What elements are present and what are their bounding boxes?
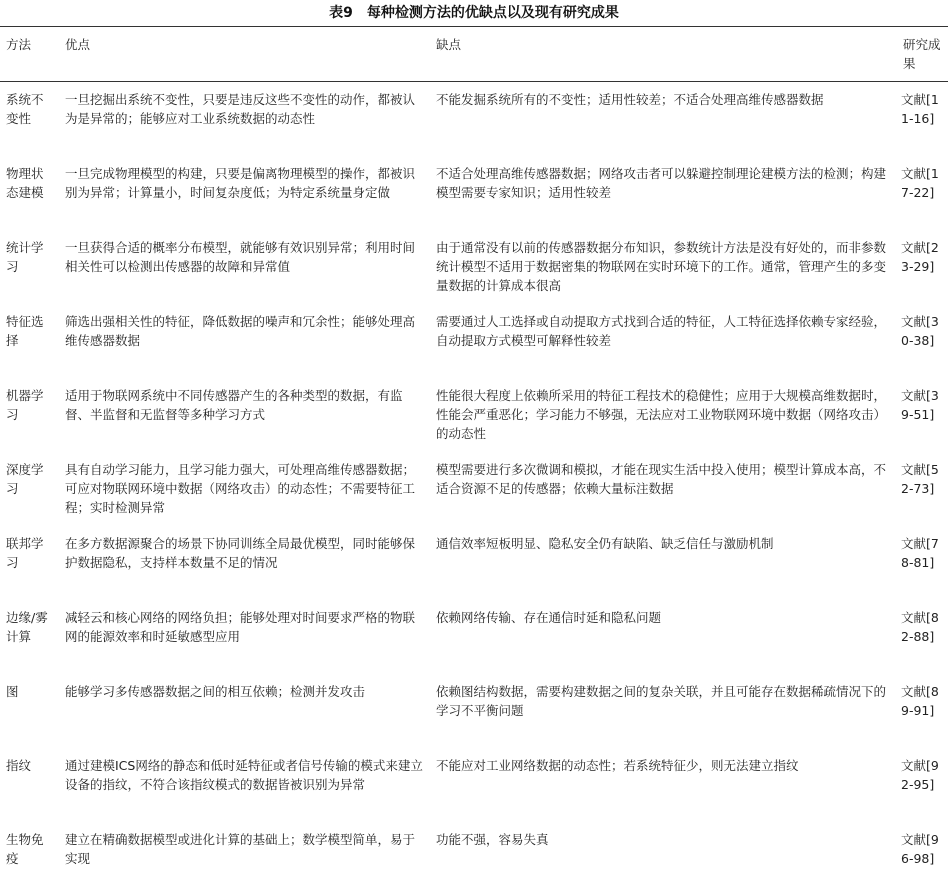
pros-cell: 建立在精确数据模型或进化计算的基础上；数学模型简单，易于实现 [65, 831, 416, 866]
table-row [0, 378, 948, 452]
pros-cell: 能够学习多传感器数据之间的相互依赖；检测并发攻击 [65, 683, 366, 699]
cons-cell: 依赖网络传输、存在通信时延和隐私问题 [436, 609, 662, 625]
ref-cell: 文献[78-81] [901, 535, 939, 570]
comparison-table [0, 26, 948, 896]
header-cons: 缺点 [430, 27, 897, 82]
method-cell: 物理状态建模 [6, 165, 44, 200]
ref-cell: 文献[39-51] [901, 387, 939, 422]
table-row [0, 304, 948, 378]
table-row [0, 156, 948, 230]
ref-cell: 文献[17-22] [901, 165, 939, 200]
header-pros: 优点 [59, 27, 430, 82]
method-cell: 图 [6, 683, 19, 699]
ref-cell: 文献[30-38] [901, 313, 939, 348]
ref-cell: 文献[89-91] [901, 683, 939, 718]
header-method: 方法 [0, 27, 59, 82]
method-cell: 统计学习 [6, 239, 44, 274]
table-caption: 表9 每种检测方法的优缺点以及现有研究成果 [329, 5, 619, 21]
method-cell: 指纹 [6, 757, 32, 773]
table-row [0, 822, 948, 896]
ref-cell: 文献[92-95] [901, 757, 939, 792]
cons-cell: 不能应对工业网络数据的动态性；若系统特征少，则无法建立指纹 [436, 757, 799, 773]
table-row [0, 674, 948, 748]
cons-cell: 模型需要进行多次微调和模拟，才能在现实生活中投入使用；模型计算成本高，不适合资源不足的传感器；依赖大量标注数据 [436, 461, 887, 496]
table-row [0, 452, 948, 526]
method-cell: 边缘/雾计算 [6, 609, 48, 644]
table-row [0, 230, 948, 304]
pros-cell: 减轻云和核心网络的网络负担；能够处理对时间要求严格的物联网的能源效率和时延敏感型应用 [65, 609, 416, 644]
ref-cell: 文献[82-88] [901, 609, 939, 644]
pros-cell: 一旦完成物理模型的构建，只要是偏离物理模型的操作，都被识别为异常；计算量小，时间复杂度低；为特定系统量身定做 [65, 165, 416, 200]
header-ref: 研究成果 [897, 27, 948, 82]
table-row [0, 526, 948, 600]
pros-cell: 一旦挖掘出系统不变性，只要是违反这些不变性的动作，都被认为是异常的；能够应对工业系统数据的动态性 [65, 92, 416, 126]
cons-cell: 不适合处理高维传感器数据；网络攻击者可以躲避控制理论建模方法的检测；构建模型需要专家知识；适用性较差 [436, 165, 887, 200]
pros-cell: 通过建模ICS网络的静态和低时延特征或者信号传输的模式来建立设备的指纹，不符合该指纹模式的数据皆被识别为异常 [65, 757, 423, 792]
ref-cell: 文献[96-98] [901, 831, 939, 866]
cons-cell: 功能不强，容易失真 [436, 831, 549, 847]
table-header-row [0, 27, 948, 82]
method-cell: 机器学习 [6, 387, 44, 422]
method-cell: 生物免疫 [6, 831, 44, 866]
cons-cell: 通信效率短板明显、隐私安全仍有缺陷、缺乏信任与激励机制 [436, 535, 774, 551]
ref-cell: 文献[23-29] [901, 239, 939, 274]
pros-cell: 在多方数据源聚合的场景下协同训练全局最优模型，同时能够保护数据隐私，支持样本数量不足的情况 [65, 535, 416, 570]
method-cell: 深度学习 [6, 461, 44, 496]
cons-cell: 不能发掘系统所有的不变性；适用性较差；不适合处理高维传感器数据 [436, 92, 824, 107]
pros-cell: 筛选出强相关性的特征，降低数据的噪声和冗余性；能够处理高维传感器数据 [65, 313, 416, 348]
table-row [0, 600, 948, 674]
pros-cell: 适用于物联网系统中不同传感器产生的各种类型的数据，有监督、半监督和无监督等多种学习方式 [65, 387, 403, 422]
cons-cell: 依赖图结构数据，需要构建数据之间的复杂关联，并且可能存在数据稀疏情况下的学习不平衡问题 [436, 683, 887, 718]
cons-cell: 需要通过人工选择或自动提取方式找到合适的特征，人工特征选择依赖专家经验，自动提取方式模型可解释性较差 [436, 313, 887, 348]
pros-cell: 具有自动学习能力，且学习能力强大，可处理高维传感器数据；可应对物联网环境中数据（网络攻击）的动态性；不需要特征工程；实时检测异常 [65, 461, 416, 515]
table-row [0, 82, 948, 156]
cons-cell: 由于通常没有以前的传感器数据分布知识，参数统计方法是没有好处的，而非参数统计模型不适用于数据密集的物联网在实时环境下的工作。通常，管理产生的多变量数据的计算成本很高 [436, 239, 887, 293]
ref-cell: 文献[11-16] [901, 92, 939, 126]
ref-cell: 文献[52-73] [901, 461, 939, 496]
method-cell: 系统不变性 [6, 92, 44, 126]
cons-cell: 性能很大程度上依赖所采用的特征工程技术的稳健性；应用于大规模高维数据时，性能会严重恶化；学习能力不够强，无法应对工业物联网环境中数据（网络攻击）的动态性 [436, 387, 887, 441]
pros-cell: 一旦获得合适的概率分布模型，就能够有效识别异常；利用时间相关性可以检测出传感器的故障和异常值 [65, 239, 416, 274]
method-cell: 特征选择 [6, 313, 44, 348]
table-row [0, 748, 948, 822]
method-cell: 联邦学习 [6, 535, 44, 570]
